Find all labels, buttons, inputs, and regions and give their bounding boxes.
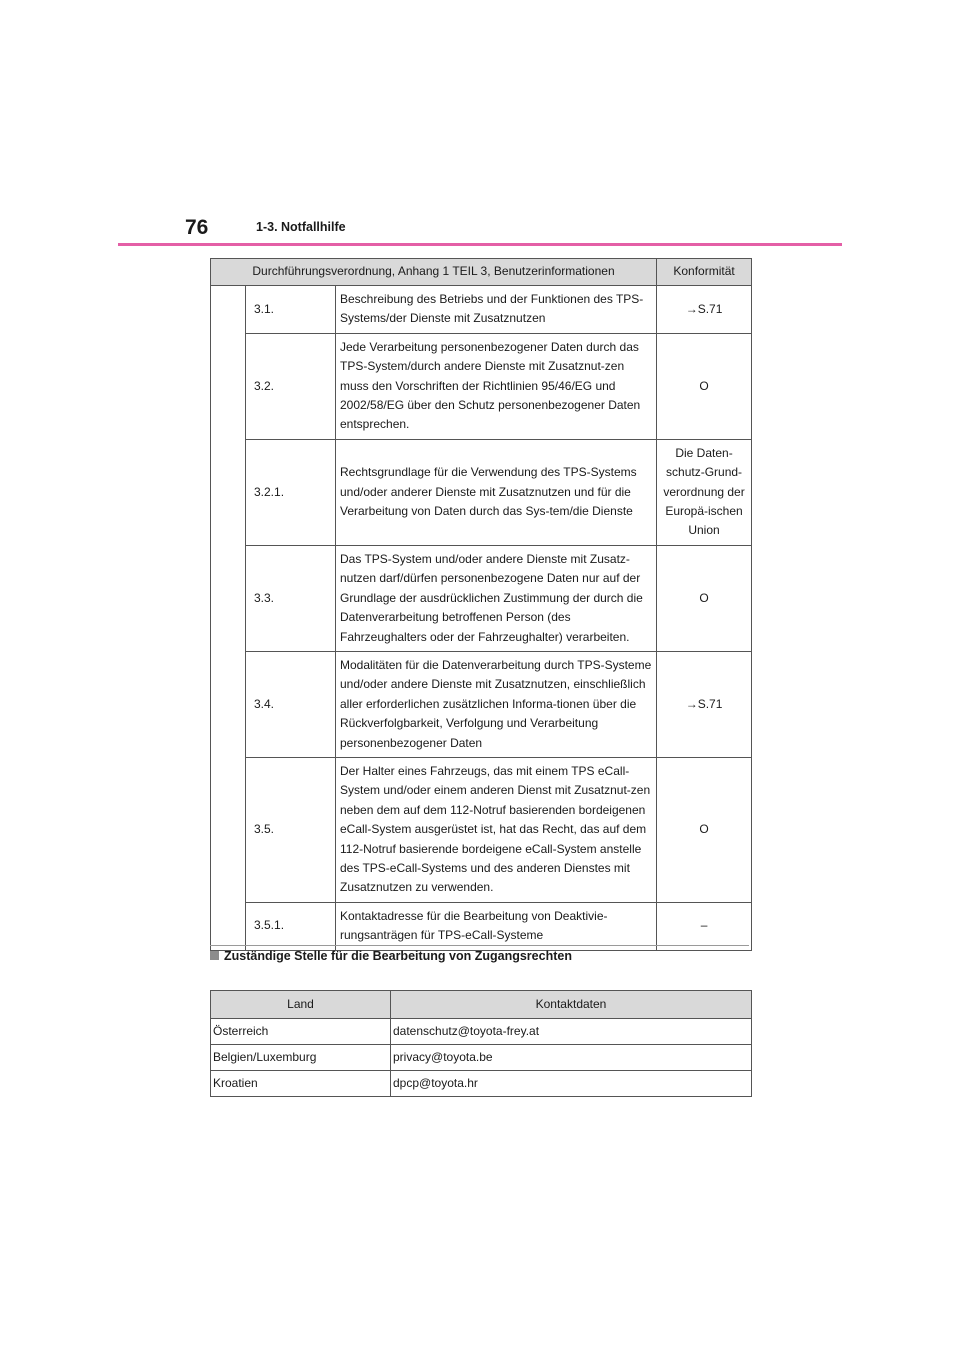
row-description: Beschreibung des Betriebs und der Funktionen des TPS-Systems/der Dienste mit Zusatznutzen <box>336 286 657 334</box>
table-header-row <box>211 991 752 1019</box>
country-cell: Belgien/Luxemburg <box>211 1045 391 1071</box>
row-description: Der Halter eines Fahrzeugs, das mit einem TPS eCall-System und/oder einem anderen Dienst mit Zusatznut-zen neben dem auf dem 112-Notruf basierenden bordeigenen eCall-System ausgerüstet ist, hat das Recht, das auf dem 112-Notruf basierende bordeigene eCall-System anstelle des TPS-eCall-Systems und des anderen Dienstes mit Zusatznutzen zu verwenden. <box>336 757 657 902</box>
contact-table <box>210 990 752 1097</box>
table-row <box>211 286 752 334</box>
table-header-row <box>211 259 752 286</box>
country-header: Land <box>211 991 391 1019</box>
country-cell: Österreich <box>211 1019 391 1045</box>
table-row <box>211 651 752 757</box>
row-description: Jede Verarbeitung personenbezogener Daten durch das TPS-System/durch andere Dienste mit Zusatznut-zen muss den Vorschriften der Richtlinien 95/46/EG und 2002/58/EG über den Schutz personenbezogener Daten entsprechen. <box>336 333 657 439</box>
header-divider <box>118 243 842 246</box>
row-description: Rechtsgrundlage für die Verwendung des TPS-Systems und/oder anderer Dienste mit Zusatznutzen und für die Verarbeitung von Daten durch das Sys-tem/die Dienste <box>336 439 657 545</box>
row-conformity: – <box>657 902 752 950</box>
country-cell: Kroatien <box>211 1071 391 1097</box>
row-conformity: O <box>657 545 752 651</box>
row-number: 3.3. <box>246 545 336 651</box>
row-description: Modalitäten für die Datenverarbeitung durch TPS-Systeme und/oder andere Dienste mit Zusatznutzen, einschließlich aller erforderlichen zusätzlichen Informa-tionen über die Rückverfolgbarkeit, Verfolgung und Verarbeitung personenbezogener Daten <box>336 651 657 757</box>
page-number: 76 <box>185 216 209 239</box>
row-conformity: O <box>657 757 752 902</box>
row-number: 3.2. <box>246 333 336 439</box>
table-row <box>211 1071 752 1097</box>
table-row <box>211 333 752 439</box>
row-conformity: O <box>657 333 752 439</box>
table-row <box>211 545 752 651</box>
square-bullet-icon <box>210 951 219 960</box>
conformity-header: Konformität <box>657 259 752 286</box>
contact-cell: datenschutz@toyota-frey.at <box>391 1019 752 1045</box>
row-conformity: Die Daten-schutz-Grund-verordnung der Europä-ischen Union <box>657 439 752 545</box>
subsection-heading <box>210 949 572 963</box>
row-description: Kontaktadresse für die Bearbeitung von Deaktivie-rungsanträgen für TPS-eCall-Systeme <box>336 902 657 950</box>
row-number: 3.2.1. <box>246 439 336 545</box>
blank-column <box>211 286 246 951</box>
contact-header: Kontaktdaten <box>391 991 752 1019</box>
table-row <box>211 1045 752 1071</box>
subsection-title: Zuständige Stelle für die Bearbeitung von Zugangsrechten <box>224 949 572 963</box>
row-description: Das TPS-System und/oder andere Dienste mit Zusatz-nutzen darf/dürfen personenbezogene Daten nur auf der Grundlage der ausdrücklichen Zustimmung der durch die Datenverarbeitung betroffenen Person (des Fahrzeughalters oder der Fahrzeughalter) verarbeiten. <box>336 545 657 651</box>
row-number: 3.4. <box>246 651 336 757</box>
regulation-table <box>210 258 752 951</box>
table-row <box>211 757 752 902</box>
row-conformity: →S.71 <box>657 651 752 757</box>
table-row <box>211 902 752 950</box>
contact-cell: dpcp@toyota.hr <box>391 1071 752 1097</box>
contact-cell: privacy@toyota.be <box>391 1045 752 1071</box>
row-number: 3.5.1. <box>246 902 336 950</box>
table-row <box>211 1019 752 1045</box>
section-title: 1-3. Notfallhilfe <box>256 220 346 234</box>
section-divider <box>210 945 749 946</box>
row-conformity: →S.71 <box>657 286 752 334</box>
table-row <box>211 439 752 545</box>
row-number: 3.5. <box>246 757 336 902</box>
row-number: 3.1. <box>246 286 336 334</box>
regulation-header: Durchführungsverordnung, Anhang 1 TEIL 3, Benutzerinformationen <box>211 259 657 286</box>
